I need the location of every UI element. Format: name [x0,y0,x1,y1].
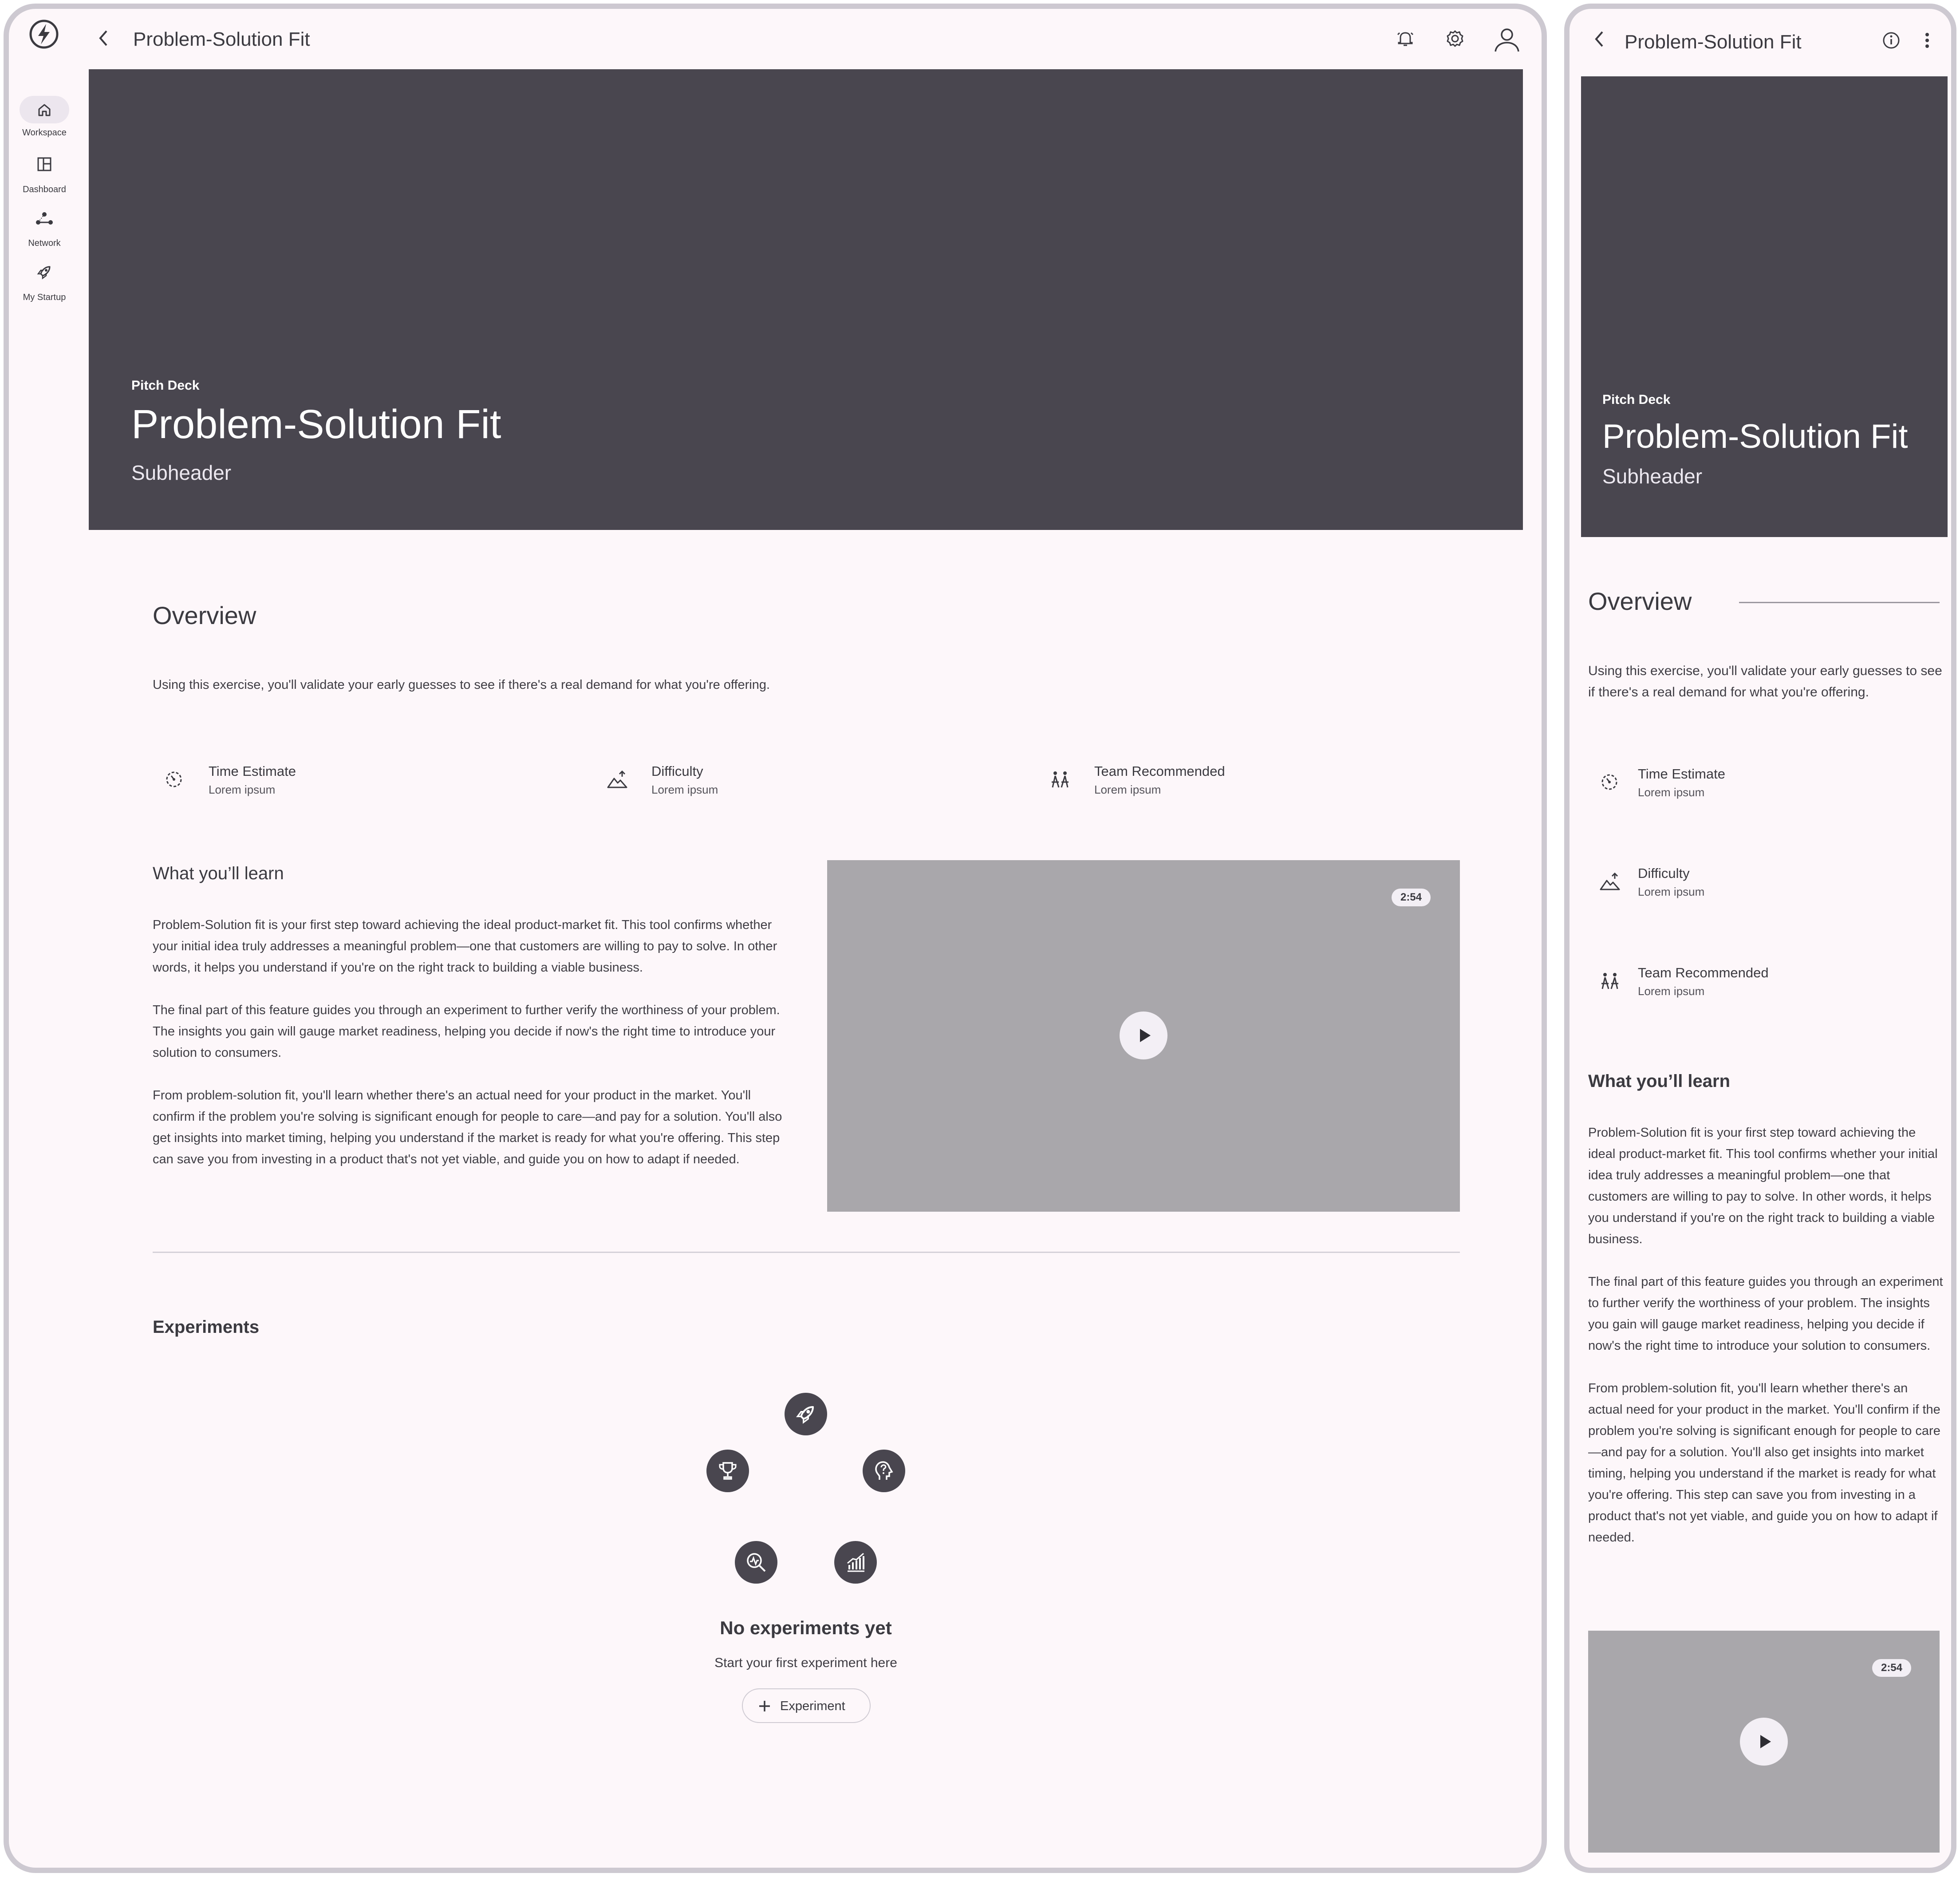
mountain-icon [607,770,627,789]
overview-description: Using this exercise, you'll validate your early guesses to see if there's a real demand for what you're offering. [153,678,770,692]
meta-title: Time Estimate [209,763,296,779]
chevron-left-icon[interactable] [97,29,110,47]
person-icon[interactable] [1493,27,1521,53]
learn-paragraph-2: The final part of this feature guides you through an experiment to further verify the worthiness of your problem. The insights you gain will gauge market readiness, helping you decide if now's the right time to introduce your solution to consumers. [153,1003,780,1060]
network-icon [35,211,53,227]
meta-sub: Lorem ipsum [209,783,276,796]
learn-paragraph-2: The final part of this feature guides you through an experiment to further verify the worthiness of your problem. The insights you gain will gauge market readiness, helping you decide if now's the right time to introduce your solution to consumers. [1588,1275,1943,1353]
page-title: Problem-Solution Fit [133,28,310,50]
hero-banner [89,69,1523,530]
learn-paragraph-1: Problem-Solution fit is your first step toward achieving the ideal product-market fit. This tool confirms whether your initial idea truly addresses a meaningful problem—one that customers are willing to pay to solve. In other words, it helps you understand if you're on the right track to building a viable business. [153,918,777,975]
meta-title: Team Recommended [1094,763,1225,779]
team-icon [1600,971,1620,992]
play-button[interactable] [1120,1012,1167,1059]
learn-title: What you’ll learn [153,864,284,883]
meta-title: Team Recommended [1638,965,1769,980]
phone-frame [1564,4,1956,1873]
section-divider [153,1252,1460,1253]
chevron-left-icon[interactable] [1593,30,1606,48]
hero-subheader: Subheader [1602,465,1703,488]
overview-description [1588,660,1943,703]
learn-text [153,914,792,1170]
rocket-icon [36,264,52,280]
mountain-icon [1600,872,1620,891]
rail-label: Network [28,238,61,248]
rail-label: My Startup [23,292,66,302]
learn-text [1588,1122,1943,1548]
learn-title: What you’ll learn [1588,1071,1731,1091]
hero-eyebrow: Pitch Deck [1602,392,1671,407]
rail-label: Workspace [22,128,67,138]
home-icon [36,102,52,118]
add-experiment-label: Experiment [780,1699,845,1713]
meta-sub: Lorem ipsum [1638,885,1705,898]
meta-sub: Lorem ipsum [1638,786,1705,799]
learn-paragraph-1: Problem-Solution fit is your first step toward achieving the ideal product-market fit. This tool confirms whether your initial idea truly addresses a meaningful problem—one that customers are willing to pay to solve. In other words, it helps you understand if you're on the right track to building a viable business. [1588,1126,1938,1246]
meta-sub: Lorem ipsum [1094,783,1161,796]
timer-icon [164,770,184,789]
team-icon [1050,770,1070,790]
overview-title: Overview [1588,587,1692,615]
empty-state-title: No experiments yet [720,1617,892,1638]
hero-title: Problem-Solution Fit [1602,418,1908,455]
page-title: Problem-Solution Fit [1625,31,1802,53]
meta-title: Difficulty [1638,865,1690,881]
hero-eyebrow: Pitch Deck [131,378,200,393]
video-player[interactable] [1588,1631,1940,1853]
gear-icon[interactable] [1445,28,1465,49]
hero-title: Problem-Solution Fit [131,402,501,447]
hero-subheader: Subheader [131,461,232,484]
overview-description-text: Using this exercise, you'll validate your early guesses to see if there's a real demand for what you're offering. [1588,664,1942,699]
bar-chart-icon [834,1541,877,1584]
bell-icon[interactable] [1395,28,1416,49]
meta-sub: Lorem ipsum [1638,984,1705,998]
rocket-icon [785,1393,827,1435]
tablet-frame [4,4,1547,1873]
add-experiment-button[interactable] [742,1688,871,1723]
rail-label: Dashboard [23,185,66,194]
hero-banner [1581,76,1948,537]
empty-state-subtitle: Start your first experiment here [714,1656,897,1670]
video-duration: 2:54 [1872,1659,1911,1677]
learn-paragraph-3: From problem-solution fit, you'll learn whether there's an actual need for your product in the market. You'll confirm if the problem you're solving is significant enough for people to care—and pay for a solution. You'll also get insights into market timing, helping you understand if the market is ready for what you're offering. This step can save you from investing in a product that's not yet viable, and guide you on how to adapt if needed. [153,1088,782,1166]
experiments-title: Experiments [153,1317,260,1337]
play-button[interactable] [1740,1718,1788,1766]
head-question-icon [863,1450,905,1492]
meta-title: Difficulty [651,763,703,779]
meta-sub: Lorem ipsum [651,783,718,796]
timer-icon [1600,772,1619,792]
layout-icon [36,156,52,172]
lightning-logo-icon[interactable] [28,19,59,50]
meta-title: Time Estimate [1638,766,1725,782]
plus-icon [757,1699,772,1714]
trophy-icon [706,1450,749,1492]
video-duration: 2:54 [1392,889,1431,906]
more-vertical-icon[interactable] [1923,31,1932,50]
overview-divider [1739,602,1940,603]
info-icon[interactable] [1882,31,1901,50]
overview-title: Overview [153,601,256,629]
video-player[interactable] [827,860,1460,1212]
learn-paragraph-3: From problem-solution fit, you'll learn whether there's an actual need for your product in the market. You'll confirm if the problem you're solving is significant enough for people to care—and pay for a solution. You'll also get insights into market timing, helping you understand if the market is ready for what you're offering. This step can save you from investing in a product that's not yet viable, and guide you on how to adapt if needed. [1588,1381,1940,1545]
search-chart-icon [735,1541,777,1584]
